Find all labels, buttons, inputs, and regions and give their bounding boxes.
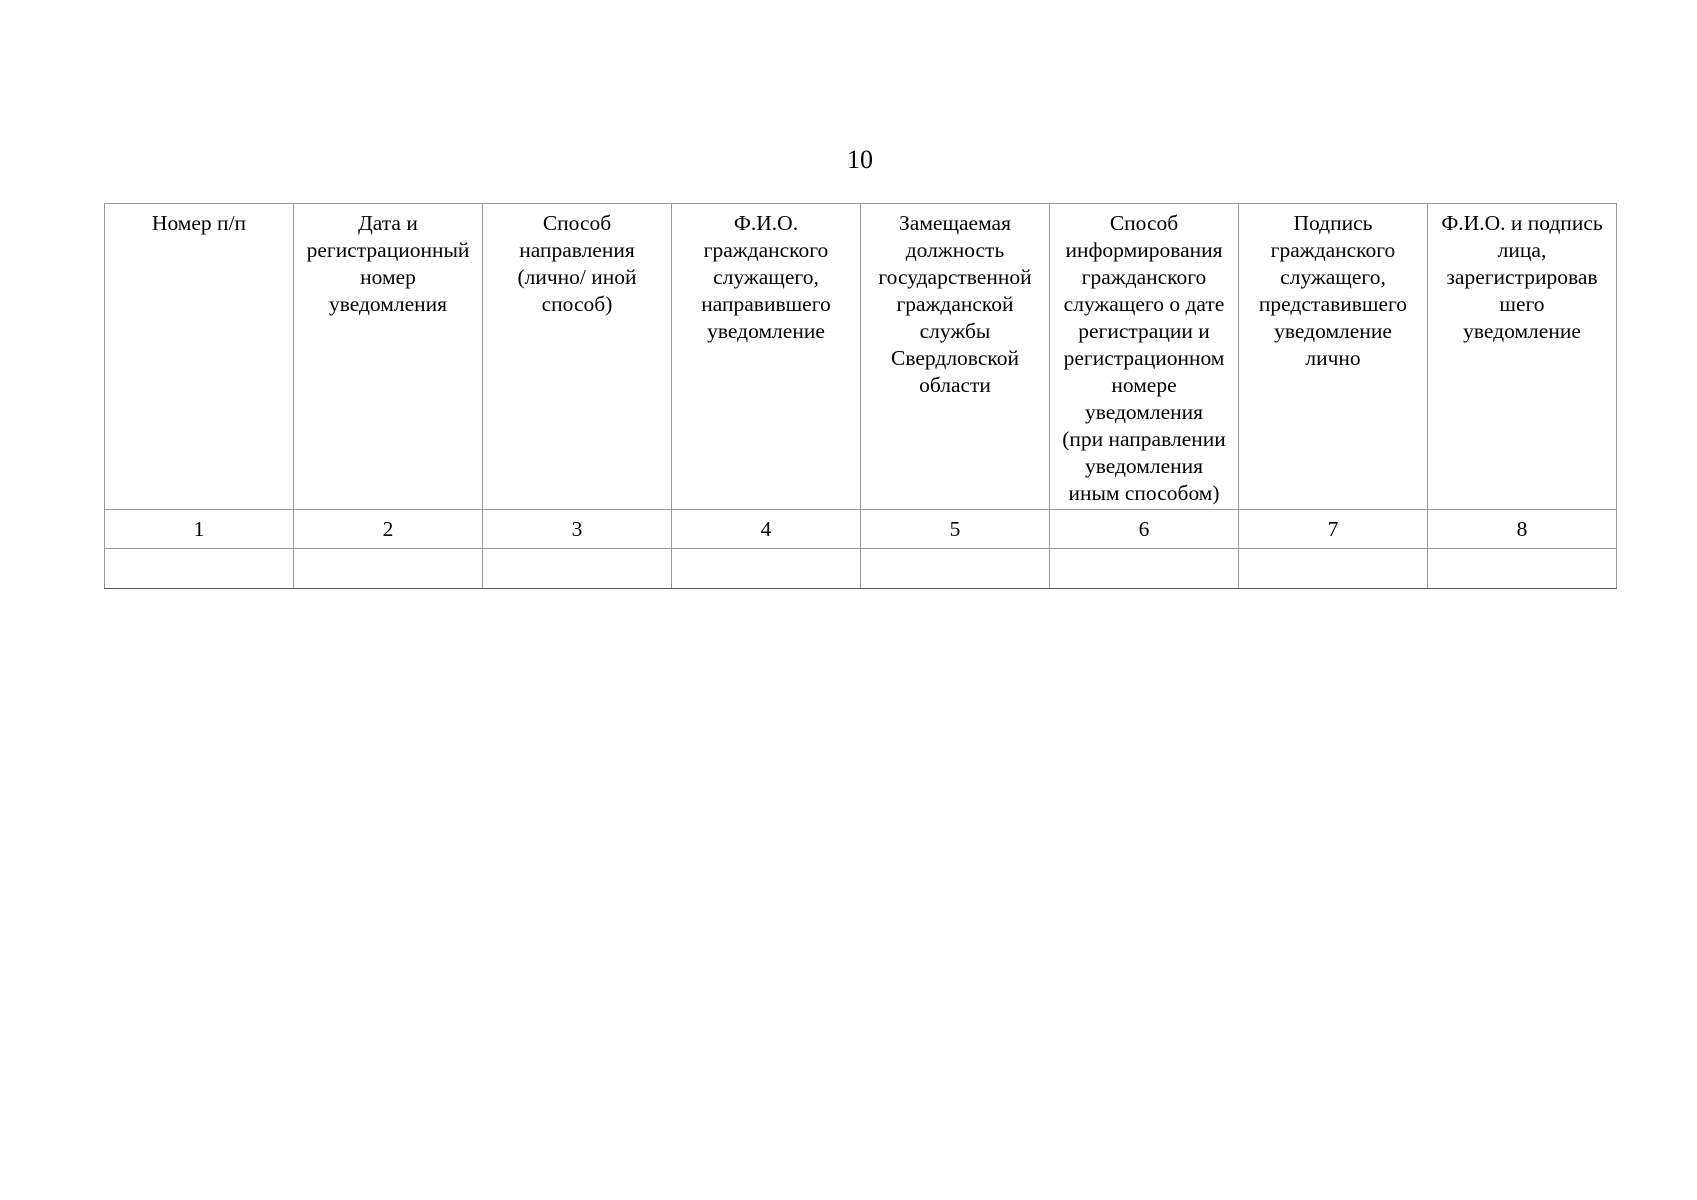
column-number-cell: 5 bbox=[861, 510, 1050, 549]
column-number-cell: 7 bbox=[1239, 510, 1428, 549]
column-number-cell: 6 bbox=[1050, 510, 1239, 549]
table-cell bbox=[861, 549, 1050, 589]
column-number-cell: 1 bbox=[105, 510, 294, 549]
header-cell-informing-method: Способ информирования гражданского служащего о дате регистрации и регистрационном номере уведомления (при направлении уведомления иным способом) bbox=[1050, 204, 1239, 510]
header-cell-registration-date-number: Дата и регистрационный номер уведомления bbox=[294, 204, 483, 510]
header-cell-position: Замещаемая должность государственной гражданской службы Свердловской области bbox=[861, 204, 1050, 510]
table-cell bbox=[294, 549, 483, 589]
header-cell-row-number: Номер п/п bbox=[105, 204, 294, 510]
notification-register-table bbox=[104, 203, 1617, 589]
table-cell bbox=[1239, 549, 1428, 589]
column-number-cell: 3 bbox=[483, 510, 672, 549]
table-header-row bbox=[105, 204, 1617, 510]
column-number-cell: 4 bbox=[672, 510, 861, 549]
table-cell bbox=[483, 549, 672, 589]
column-number-cell: 8 bbox=[1428, 510, 1617, 549]
table-cell bbox=[1428, 549, 1617, 589]
header-cell-submission-method: Способ направления (лично/ иной способ) bbox=[483, 204, 672, 510]
table-row bbox=[105, 549, 1617, 589]
column-number-row bbox=[105, 510, 1617, 549]
column-number-cell: 2 bbox=[294, 510, 483, 549]
table-cell bbox=[672, 549, 861, 589]
header-cell-registrar-name-signature: Ф.И.О. и подпись лица, зарегистрировав шего уведомление bbox=[1428, 204, 1617, 510]
header-cell-employee-name: Ф.И.О. гражданского служащего, направившего уведомление bbox=[672, 204, 861, 510]
header-cell-employee-signature: Подпись гражданского служащего, представившего уведомление лично bbox=[1239, 204, 1428, 510]
page-number: 10 bbox=[847, 145, 873, 174]
table-cell bbox=[1050, 549, 1239, 589]
table-cell bbox=[105, 549, 294, 589]
